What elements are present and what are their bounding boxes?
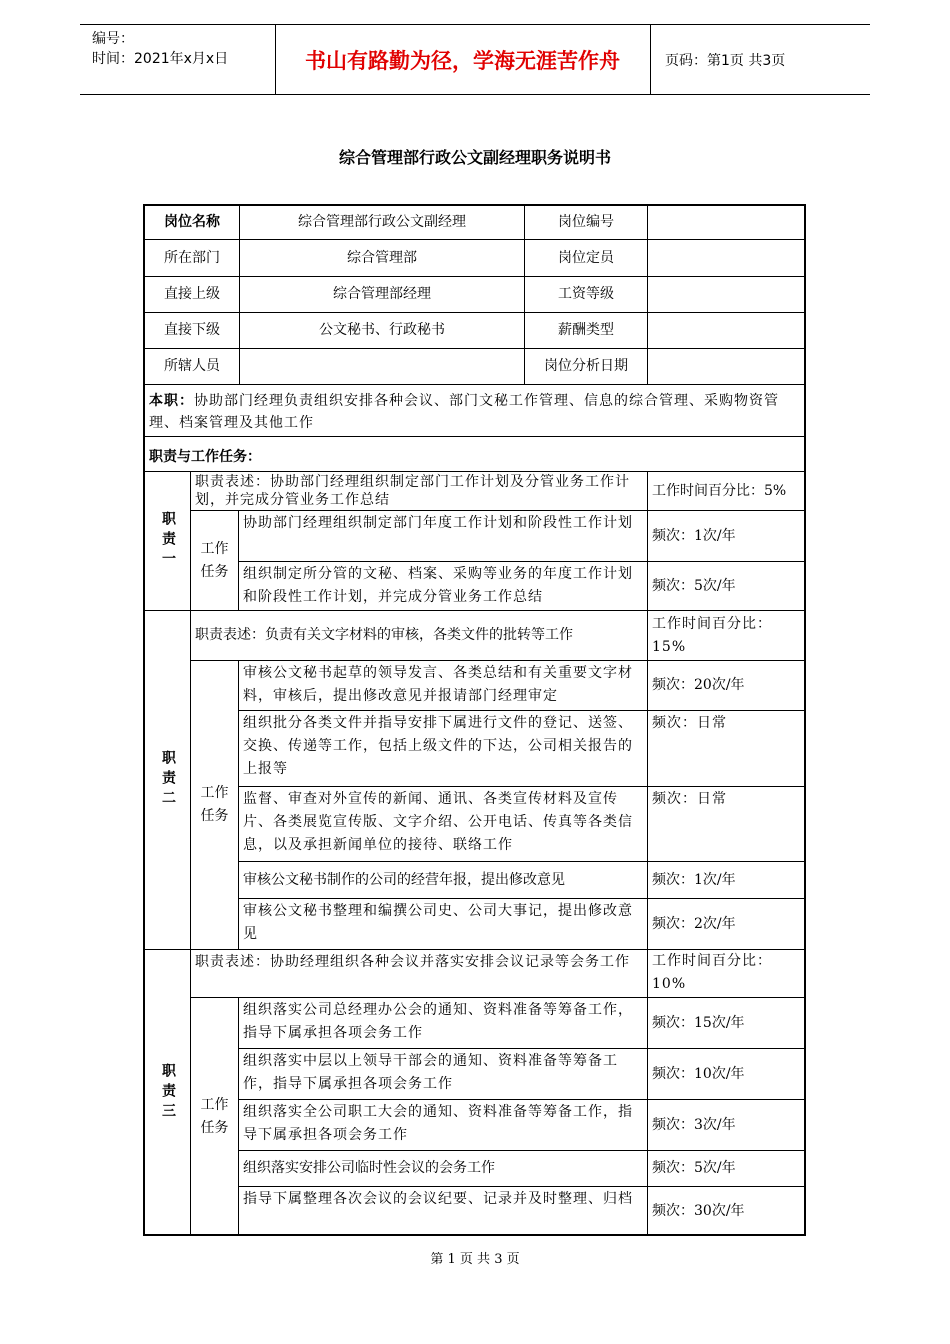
page-footer: 第 1 页 共 3 页 bbox=[430, 1252, 520, 1267]
summary-text: 协助部门经理负责组织安排各种会议、部门文秘工作管理、信息的综合管理、采购物资管理、档案管理及其他工作 bbox=[149, 393, 779, 431]
task-frequency: 频次：1次/年 bbox=[648, 511, 806, 562]
post-no-value bbox=[648, 206, 806, 240]
task-frequency: 频次：日常 bbox=[648, 711, 806, 787]
subordinate-value: 公文秘书、行政秘书 bbox=[240, 313, 525, 349]
date-line: 时间：2021年x月x日 bbox=[92, 51, 229, 67]
task-frequency: 频次：5次/年 bbox=[648, 1151, 806, 1187]
duty-time-pct: 工作时间百分比：10% bbox=[648, 950, 806, 998]
page-header bbox=[80, 24, 870, 95]
dept-value: 综合管理部 bbox=[240, 240, 525, 277]
duty-name: 职责三 bbox=[145, 950, 191, 1236]
summary-label: 本职： bbox=[149, 393, 194, 409]
duty-name: 职责二 bbox=[145, 611, 191, 950]
task-text: 监督、审查对外宣传的新闻、通讯、各类宣传材料及宣传片、各类展览宣传版、文字介绍、公开电话、传真等各类信息，以及承担新闻单位的接待、联络工作 bbox=[239, 787, 648, 862]
tasks-label: 工作任务 bbox=[191, 661, 239, 950]
task-frequency: 频次：30次/年 bbox=[652, 1203, 745, 1219]
post-name-label: 岗位名称 bbox=[145, 206, 240, 240]
task-text: 组织制定所分管的文秘、档案、采购等业务的年度工作计划和阶段性工作计划，并完成分管业务工作总结 bbox=[239, 562, 648, 611]
task-text: 审核公文秘书整理和编撰公司史、公司大事记，提出修改意见 bbox=[239, 899, 648, 950]
tasks-label: 工作任务 bbox=[191, 998, 239, 1236]
superior-value: 综合管理部经理 bbox=[240, 277, 525, 313]
superior-label: 直接上级 bbox=[145, 277, 240, 313]
task-text: 组织落实全公司职工大会的通知、资料准备等筹备工作，指导下属承担各项会务工作 bbox=[239, 1100, 648, 1151]
task-text: 组织落实安排公司临时性会议的会务工作 bbox=[239, 1151, 648, 1187]
duty-time-pct: 工作时间百分比：15% bbox=[648, 611, 806, 661]
grade-value bbox=[648, 277, 806, 313]
divider bbox=[650, 25, 651, 94]
task-frequency: 频次：2次/年 bbox=[648, 899, 806, 950]
pay-type-value bbox=[648, 313, 806, 349]
duty-statement: 职责表述：协助部门经理组织制定部门工作计划及分管业务工作计划，并完成分管业务工作总结 bbox=[191, 472, 648, 511]
task-frequency: 频次：20次/年 bbox=[648, 661, 806, 711]
subordinate-label: 直接下级 bbox=[145, 313, 240, 349]
duty-statement: 职责表述：协助经理组织各种会议并落实安排会议记录等会务工作 bbox=[191, 950, 648, 998]
page-info: 页码：第1页 共3页 bbox=[665, 53, 786, 69]
duty-statement: 职责表述：负责有关文字材料的审核，各类文件的批转等工作 bbox=[191, 611, 648, 661]
task-text: 组织落实中层以上领导干部会的通知、资料准备等筹备工作，指导下属承担各项会务工作 bbox=[239, 1049, 648, 1100]
tasks-label: 工作任务 bbox=[191, 511, 239, 611]
header-left bbox=[92, 29, 228, 69]
pay-type-label: 薪酬类型 bbox=[525, 313, 648, 349]
quota-value bbox=[648, 240, 806, 277]
duties-header: 职责与工作任务： bbox=[145, 437, 806, 472]
duty-name: 职责一 bbox=[145, 472, 191, 611]
task-frequency: 频次：1次/年 bbox=[648, 862, 806, 899]
task-text: 组织批分各类文件并指导安排下属进行文件的登记、送签、交换、传递等工作，包括上级文件的下达，公司相关报告的上报等 bbox=[239, 711, 648, 787]
task-text: 指导下属整理各次会议的会议纪要、记录并及时整理、归档 bbox=[239, 1187, 648, 1236]
task-frequency: 频次：10次/年 bbox=[648, 1049, 806, 1100]
summary-row bbox=[145, 385, 806, 437]
task-text: 审核公文秘书起草的领导发言、各类总结和有关重要文字材料，审核后，提出修改意见并报请部门经理审定 bbox=[239, 661, 648, 711]
grade-label: 工资等级 bbox=[525, 277, 648, 313]
document-title: 综合管理部行政公文副经理职务说明书 bbox=[338, 148, 611, 167]
quota-label: 岗位定员 bbox=[525, 240, 648, 277]
managed-value bbox=[240, 349, 525, 385]
task-text: 组织落实公司总经理办公会的通知、资料准备等筹备工作，指导下属承担各项会务工作 bbox=[239, 998, 648, 1049]
task-frequency: 频次：日常 bbox=[648, 787, 806, 862]
post-no-label: 岗位编号 bbox=[525, 206, 648, 240]
doc-number-label: 编号： bbox=[92, 31, 134, 47]
duty-time-pct: 工作时间百分比：5% bbox=[648, 472, 806, 511]
job-description-table bbox=[143, 204, 806, 1236]
post-name-value: 综合管理部行政公文副经理 bbox=[240, 206, 525, 240]
task-frequency: 频次：5次/年 bbox=[648, 562, 806, 611]
task-frequency: 频次：15次/年 bbox=[648, 998, 806, 1049]
managed-label: 所辖人员 bbox=[145, 349, 240, 385]
analysis-date-value bbox=[648, 349, 806, 385]
task-text: 协助部门经理组织制定部门年度工作计划和阶段性工作计划 bbox=[239, 511, 648, 562]
task-text: 审核公文秘书制作的公司的经营年报，提出修改意见 bbox=[239, 862, 648, 899]
dept-label: 所在部门 bbox=[145, 240, 240, 277]
task-frequency: 频次：3次/年 bbox=[648, 1100, 806, 1151]
motto: 书山有路勤为径，学海无涯苦作舟 bbox=[305, 48, 620, 73]
analysis-date-label: 岗位分析日期 bbox=[525, 349, 648, 385]
